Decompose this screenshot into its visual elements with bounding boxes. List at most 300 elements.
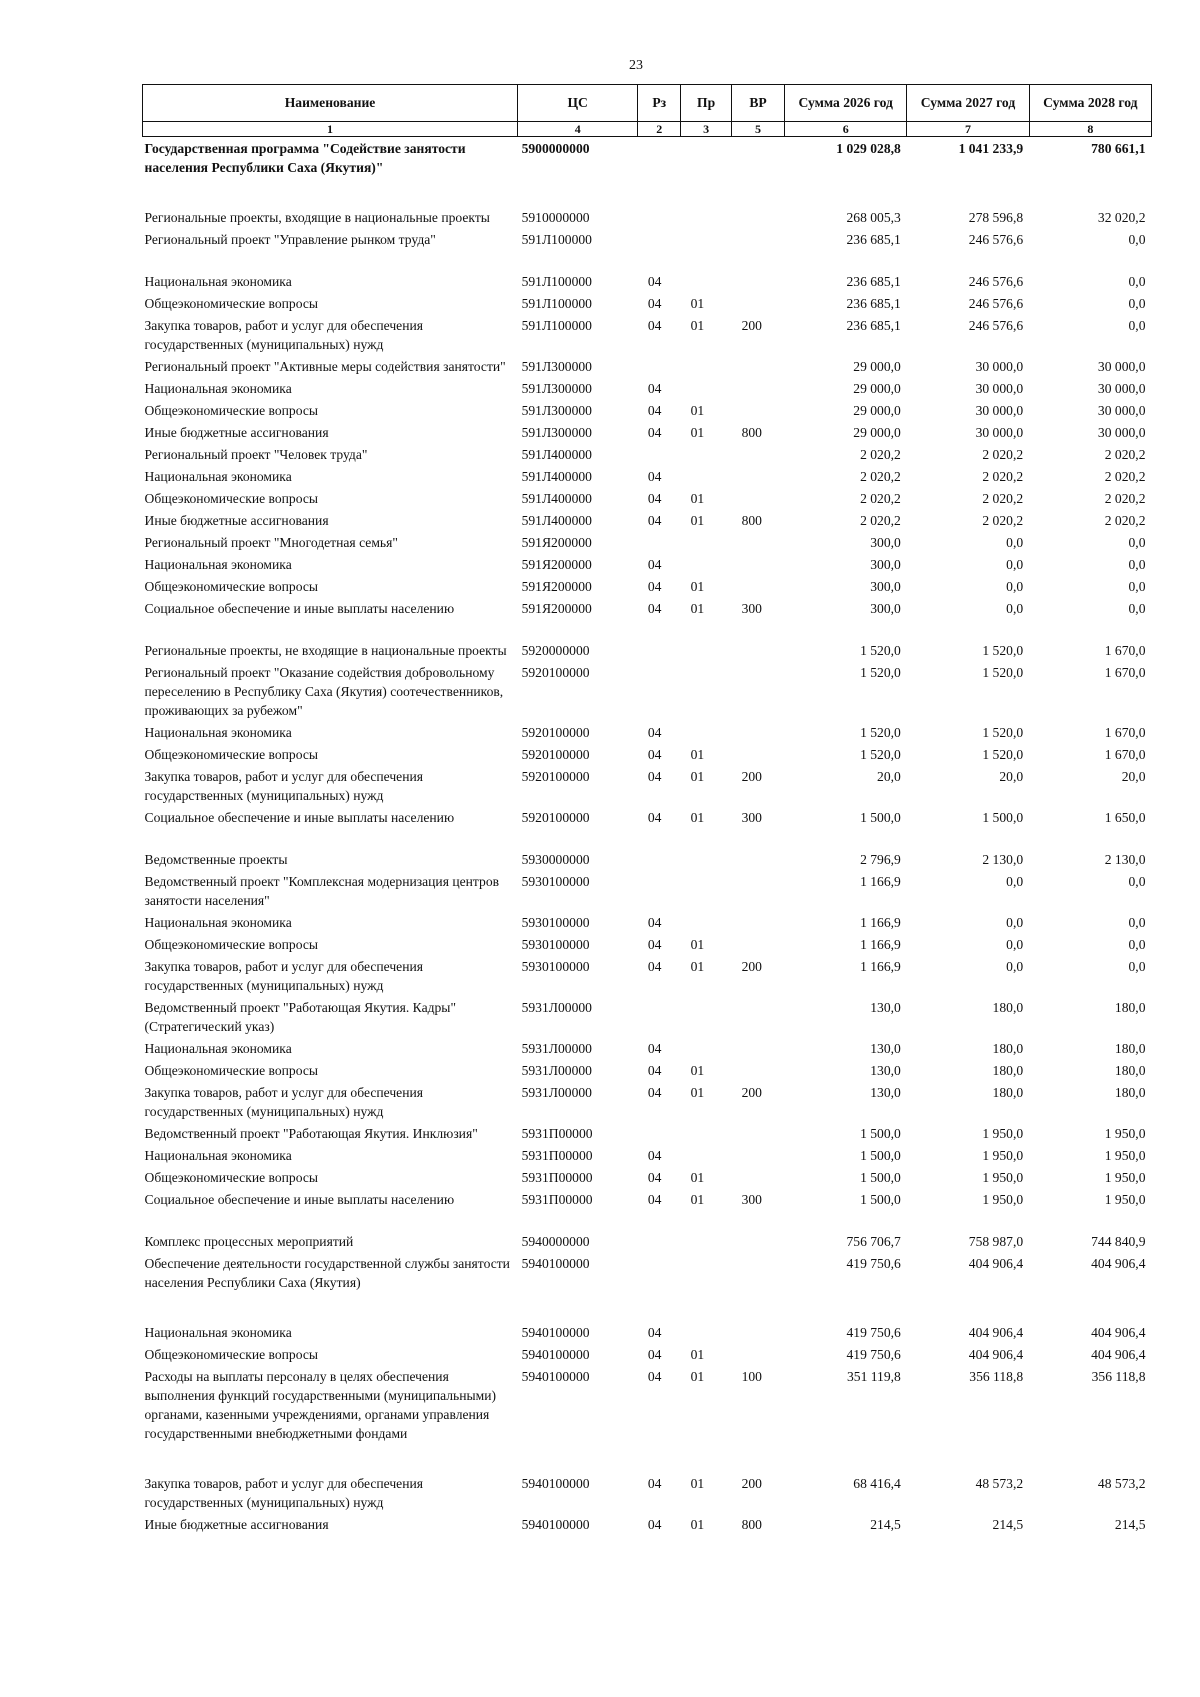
- row-sum-2027: 0,0: [1006, 557, 1024, 572]
- row-pr: [681, 870, 732, 911]
- row-name: Общеэкономические вопросы: [144, 1347, 319, 1362]
- table-row: [143, 487, 1152, 509]
- row-sum-2027: 2 130,0: [982, 852, 1024, 867]
- row-sum-2028: 0,0: [1128, 318, 1146, 333]
- row-rz: 04: [647, 381, 662, 396]
- row-sum-2026: 29 000,0: [853, 359, 901, 374]
- row-name: Общеэкономические вопросы: [144, 579, 319, 594]
- row-vr: 200: [741, 769, 762, 784]
- row-sum-2028: 0,0: [1128, 915, 1146, 930]
- row-pr: 01: [690, 937, 705, 952]
- row-sum-2026: 29 000,0: [853, 403, 901, 418]
- row-sum-2027: 1 520,0: [982, 747, 1024, 762]
- column-header-sum-2028: Сумма 2028 год: [1029, 85, 1151, 122]
- row-vr: [732, 1037, 785, 1059]
- row-sum-2027: 404 906,4: [968, 1325, 1024, 1340]
- row-sum-2028: 48 573,2: [1097, 1476, 1146, 1491]
- row-sum-2028: 1 670,0: [1104, 747, 1146, 762]
- row-vr: [732, 721, 785, 743]
- row-cs: 591Л300000: [521, 403, 592, 418]
- row-vr: [732, 250, 785, 292]
- row-name: Региональные проекты, входящие в национальные проекты: [144, 210, 490, 225]
- row-sum-2026: 300,0: [870, 579, 901, 594]
- row-sum-2027: 1 520,0: [982, 643, 1024, 658]
- row-sum-2026: 1 520,0: [860, 747, 901, 762]
- table-row: [143, 1252, 1152, 1293]
- row-sum-2026: 300,0: [870, 535, 901, 550]
- table-row: [143, 1444, 1152, 1513]
- row-rz: [638, 828, 681, 870]
- table-row: [143, 1122, 1152, 1144]
- table-row: [143, 553, 1152, 575]
- row-name: Региональный проект "Управление рынком труда": [144, 232, 436, 247]
- row-rz: 04: [647, 274, 662, 289]
- row-name: Региональный проект "Оказание содействия добровольному переселению в Республику Саха (Якутия) соотечественников, проживающих за рубежом": [144, 665, 504, 718]
- row-rz: [638, 1252, 681, 1293]
- row-pr: [681, 531, 732, 553]
- table-row: [143, 509, 1152, 531]
- row-name: Социальное обеспечение и иные выплаты населению: [144, 1192, 455, 1207]
- row-vr: [732, 178, 785, 228]
- row-rz: 04: [647, 557, 662, 572]
- row-sum-2027: 180,0: [992, 1000, 1024, 1015]
- table-row: [143, 1144, 1152, 1166]
- row-sum-2028: 404 906,4: [1091, 1347, 1146, 1362]
- row-sum-2028: 180,0: [1114, 1000, 1146, 1015]
- row-name: Закупка товаров, работ и услуг для обеспечения государственных (муниципальных) нужд: [144, 318, 423, 352]
- page-number: 23: [629, 58, 643, 73]
- row-sum-2026: 29 000,0: [853, 425, 901, 440]
- row-sum-2027: 180,0: [992, 1085, 1024, 1100]
- row-name: Ведомственный проект "Работающая Якутия. Инклюзия": [144, 1126, 478, 1141]
- row-sum-2028: 404 906,4: [1091, 1256, 1146, 1271]
- row-name: Национальная экономика: [144, 469, 292, 484]
- row-sum-2026: 351 119,8: [846, 1369, 901, 1384]
- row-sum-2028: 0,0: [1128, 274, 1146, 289]
- row-sum-2028: 0,0: [1128, 232, 1146, 247]
- row-sum-2026: 1 520,0: [860, 665, 901, 680]
- table-row: [143, 828, 1152, 870]
- row-name: Общеэкономические вопросы: [144, 296, 319, 311]
- row-rz: 04: [647, 601, 662, 616]
- row-vr: 100: [741, 1369, 762, 1384]
- row-sum-2028: 0,0: [1128, 296, 1146, 311]
- row-name: Общеэкономические вопросы: [144, 747, 319, 762]
- row-sum-2026: 20,0: [877, 769, 901, 784]
- table-row: [143, 292, 1152, 314]
- row-name: Ведомственный проект "Комплексная модернизация центров занятости населения": [144, 874, 500, 908]
- row-cs: 5930100000: [521, 915, 590, 930]
- table-row: [143, 619, 1152, 661]
- row-sum-2028: 20,0: [1121, 769, 1146, 784]
- row-sum-2026: 2 020,2: [860, 513, 901, 528]
- row-pr: 01: [690, 425, 705, 440]
- row-sum-2026: 2 020,2: [860, 469, 901, 484]
- row-cs: 5940100000: [521, 1256, 590, 1271]
- row-pr: 01: [690, 318, 705, 333]
- row-sum-2027: 246 576,6: [968, 318, 1024, 333]
- table-row: [143, 465, 1152, 487]
- row-sum-2026: 130,0: [870, 1063, 901, 1078]
- row-vr: [732, 487, 785, 509]
- row-sum-2027: 246 576,6: [968, 296, 1024, 311]
- row-pr: 01: [690, 601, 705, 616]
- column-header-cs: ЦС: [518, 85, 638, 122]
- row-name: Закупка товаров, работ и услуг для обеспечения государственных (муниципальных) нужд: [144, 1476, 423, 1510]
- row-sum-2026: 1 500,0: [860, 1170, 901, 1185]
- row-name: Закупка товаров, работ и услуг для обеспечения государственных (муниципальных) нужд: [144, 1085, 423, 1119]
- row-pr: [681, 1252, 732, 1293]
- row-name: Национальная экономика: [144, 1041, 292, 1056]
- row-vr: [732, 399, 785, 421]
- row-rz: 04: [647, 318, 662, 333]
- table-row: [143, 228, 1152, 250]
- table-row: [143, 806, 1152, 828]
- row-rz: [638, 1210, 681, 1252]
- row-name: Обеспечение деятельности государственной службы занятости населения Республики Саха (Якутия): [144, 1256, 510, 1290]
- table-row: [143, 443, 1152, 465]
- row-rz: [638, 870, 681, 911]
- row-name: Национальная экономика: [144, 1325, 292, 1340]
- row-vr: [732, 531, 785, 553]
- row-pr: [681, 1037, 732, 1059]
- row-sum-2027: 1 950,0: [982, 1126, 1024, 1141]
- row-sum-2026: 2 020,2: [860, 491, 901, 506]
- row-cs: 591Л300000: [521, 381, 592, 396]
- row-rz: 04: [647, 1148, 662, 1163]
- row-cs: 5920000000: [521, 643, 590, 658]
- row-pr: [681, 377, 732, 399]
- row-sum-2027: 0,0: [1006, 579, 1024, 594]
- row-rz: 04: [647, 769, 662, 784]
- row-name: Национальная экономика: [144, 1148, 292, 1163]
- row-sum-2027: 356 118,8: [969, 1369, 1024, 1384]
- row-pr: [681, 661, 732, 721]
- column-number: 1: [143, 122, 518, 137]
- row-name: Региональный проект "Активные меры содействия занятости": [144, 359, 506, 374]
- row-rz: 04: [647, 1192, 662, 1207]
- row-pr: [681, 553, 732, 575]
- row-pr: [681, 228, 732, 250]
- row-sum-2028: 1 950,0: [1104, 1126, 1146, 1141]
- row-sum-2027: 0,0: [1006, 874, 1024, 889]
- row-vr: [732, 443, 785, 465]
- row-sum-2028: 2 020,2: [1104, 447, 1146, 462]
- row-rz: [638, 178, 681, 228]
- row-sum-2026: 1 166,9: [860, 874, 901, 889]
- row-cs: 5931Л00000: [521, 1000, 592, 1015]
- row-sum-2027: 30 000,0: [975, 425, 1024, 440]
- row-name: Иные бюджетные ассигнования: [144, 1517, 329, 1532]
- row-pr: [681, 137, 732, 179]
- table-row: [143, 1081, 1152, 1122]
- row-pr: 01: [690, 513, 705, 528]
- row-name: Социальное обеспечение и иные выплаты населению: [144, 601, 455, 616]
- row-vr: [732, 933, 785, 955]
- row-rz: 04: [647, 1170, 662, 1185]
- row-pr: 01: [690, 769, 705, 784]
- row-sum-2028: 2 020,2: [1104, 469, 1146, 484]
- row-cs: 591Л100000: [521, 296, 592, 311]
- row-rz: 04: [647, 469, 662, 484]
- row-sum-2027: 214,5: [992, 1517, 1024, 1532]
- row-sum-2028: 780 661,1: [1091, 141, 1146, 156]
- row-name: Ведомственный проект "Работающая Якутия. Кадры" (Стратегический указ): [144, 1000, 456, 1034]
- row-sum-2026: 236 685,1: [846, 296, 901, 311]
- table-row: [143, 314, 1152, 355]
- row-rz: 04: [647, 1041, 662, 1056]
- row-sum-2026: 2 020,2: [860, 447, 901, 462]
- row-sum-2026: 1 166,9: [860, 959, 901, 974]
- row-vr: [732, 619, 785, 661]
- table-row: [143, 955, 1152, 996]
- row-sum-2027: 404 906,4: [968, 1347, 1024, 1362]
- row-sum-2027: 404 906,4: [968, 1256, 1024, 1271]
- row-cs: 591Л100000: [521, 232, 592, 247]
- row-sum-2026: 130,0: [870, 1041, 901, 1056]
- row-rz: 04: [647, 810, 662, 825]
- table-row: [143, 250, 1152, 292]
- row-sum-2026: 1 166,9: [860, 915, 901, 930]
- row-cs: 591Л400000: [521, 513, 592, 528]
- row-sum-2026: 1 520,0: [860, 725, 901, 740]
- row-rz: [638, 228, 681, 250]
- row-cs: 591Л100000: [521, 274, 592, 289]
- row-sum-2028: 0,0: [1128, 557, 1146, 572]
- row-pr: [681, 1293, 732, 1343]
- row-pr: [681, 721, 732, 743]
- row-sum-2028: 32 020,2: [1097, 210, 1146, 225]
- row-sum-2028: 1 950,0: [1104, 1170, 1146, 1185]
- row-rz: 04: [647, 725, 662, 740]
- row-rz: 04: [647, 747, 662, 762]
- row-sum-2027: 180,0: [992, 1041, 1024, 1056]
- row-cs: 5940100000: [521, 1325, 590, 1340]
- row-cs: 591Л400000: [521, 491, 592, 506]
- row-vr: [732, 911, 785, 933]
- column-header-pr: Пр: [681, 85, 732, 122]
- row-cs: 5931П00000: [521, 1170, 593, 1185]
- row-pr: 01: [690, 747, 705, 762]
- row-name: Региональные проекты, не входящие в национальные проекты: [144, 643, 507, 658]
- table-row: [143, 399, 1152, 421]
- row-vr: [732, 661, 785, 721]
- table-row: [143, 421, 1152, 443]
- row-pr: [681, 355, 732, 377]
- table-row: [143, 1166, 1152, 1188]
- row-sum-2027: 1 500,0: [982, 810, 1024, 825]
- row-vr: [732, 1144, 785, 1166]
- row-pr: 01: [690, 296, 705, 311]
- row-vr: 800: [741, 1517, 762, 1532]
- row-cs: 5910000000: [521, 210, 590, 225]
- row-sum-2028: 2 020,2: [1104, 491, 1146, 506]
- row-cs: 5940100000: [521, 1517, 590, 1532]
- row-cs: 591Я200000: [521, 601, 592, 616]
- row-sum-2026: 236 685,1: [846, 318, 901, 333]
- row-sum-2027: 246 576,6: [968, 274, 1024, 289]
- table-row: [143, 1037, 1152, 1059]
- row-pr: 01: [690, 1369, 705, 1384]
- row-cs: 591Л400000: [521, 469, 592, 484]
- row-sum-2027: 0,0: [1006, 937, 1024, 952]
- row-rz: 04: [647, 403, 662, 418]
- row-vr: 200: [741, 318, 762, 333]
- row-rz: 04: [647, 1325, 662, 1340]
- row-pr: [681, 250, 732, 292]
- row-vr: [732, 828, 785, 870]
- row-vr: [732, 870, 785, 911]
- row-vr: 300: [741, 601, 762, 616]
- row-pr: 01: [690, 1347, 705, 1362]
- row-vr: [732, 575, 785, 597]
- table-row: [143, 597, 1152, 619]
- column-number: 7: [907, 122, 1029, 137]
- row-sum-2026: 300,0: [870, 557, 901, 572]
- row-sum-2027: 0,0: [1006, 915, 1024, 930]
- table-row: [143, 765, 1152, 806]
- row-cs: 591Я200000: [521, 535, 592, 550]
- row-vr: [732, 292, 785, 314]
- row-rz: 04: [647, 959, 662, 974]
- row-cs: 5940100000: [521, 1347, 590, 1362]
- row-sum-2028: 1 950,0: [1104, 1192, 1146, 1207]
- row-cs: 591Л300000: [521, 425, 592, 440]
- row-rz: 04: [647, 491, 662, 506]
- row-sum-2027: 48 573,2: [975, 1476, 1024, 1491]
- row-sum-2027: 0,0: [1006, 959, 1024, 974]
- row-sum-2027: 2 020,2: [982, 447, 1024, 462]
- row-name: Национальная экономика: [144, 915, 292, 930]
- column-header-vr: ВР: [732, 85, 785, 122]
- row-vr: [732, 996, 785, 1037]
- row-sum-2028: 30 000,0: [1097, 359, 1146, 374]
- row-rz: [638, 1122, 681, 1144]
- row-sum-2026: 236 685,1: [846, 274, 901, 289]
- row-pr: [681, 178, 732, 228]
- row-rz: 04: [647, 1063, 662, 1078]
- row-rz: 04: [647, 1085, 662, 1100]
- column-number: 2: [638, 122, 681, 137]
- row-sum-2028: 180,0: [1114, 1085, 1146, 1100]
- row-sum-2026: 1 029 028,8: [836, 141, 901, 156]
- row-pr: 01: [690, 1192, 705, 1207]
- column-number: 6: [785, 122, 907, 137]
- row-cs: 5931П00000: [521, 1192, 593, 1207]
- column-header-sum-2026: Сумма 2026 год: [785, 85, 907, 122]
- row-name: Ведомственные проекты: [144, 852, 288, 867]
- row-sum-2027: 20,0: [999, 769, 1024, 784]
- row-cs: 5931Л00000: [521, 1041, 592, 1056]
- row-sum-2027: 30 000,0: [975, 403, 1024, 418]
- row-pr: 01: [690, 1517, 705, 1532]
- table-header: [143, 85, 1152, 137]
- row-sum-2027: 30 000,0: [975, 381, 1024, 396]
- row-sum-2027: 758 987,0: [968, 1234, 1024, 1249]
- row-sum-2028: 356 118,8: [1091, 1369, 1146, 1384]
- row-name: Закупка товаров, работ и услуг для обеспечения государственных (муниципальных) нужд: [144, 769, 423, 803]
- row-sum-2028: 0,0: [1128, 959, 1146, 974]
- row-sum-2028: 0,0: [1128, 601, 1146, 616]
- row-sum-2027: 1 950,0: [982, 1148, 1024, 1163]
- row-vr: [732, 743, 785, 765]
- row-sum-2026: 29 000,0: [853, 381, 901, 396]
- row-cs: 591Я200000: [521, 557, 592, 572]
- table-row: [143, 743, 1152, 765]
- row-cs: 5940000000: [521, 1234, 590, 1249]
- row-sum-2028: 1 950,0: [1104, 1148, 1146, 1163]
- row-sum-2026: 130,0: [870, 1000, 901, 1015]
- row-sum-2028: 30 000,0: [1097, 381, 1146, 396]
- row-name: Социальное обеспечение и иные выплаты населению: [144, 810, 455, 825]
- row-sum-2026: 419 750,6: [846, 1325, 901, 1340]
- row-rz: 04: [647, 513, 662, 528]
- row-rz: 04: [647, 1476, 662, 1491]
- row-sum-2026: 756 706,7: [846, 1234, 901, 1249]
- table-row: [143, 137, 1152, 179]
- row-sum-2026: 1 520,0: [860, 643, 901, 658]
- row-name: Национальная экономика: [144, 557, 292, 572]
- column-header-rz: Рз: [638, 85, 681, 122]
- row-cs: 5930100000: [521, 959, 590, 974]
- row-sum-2026: 1 500,0: [860, 810, 901, 825]
- row-sum-2026: 419 750,6: [846, 1347, 901, 1362]
- row-cs: 591Л300000: [521, 359, 592, 374]
- row-sum-2026: 130,0: [870, 1085, 901, 1100]
- row-rz: 04: [647, 937, 662, 952]
- row-vr: [732, 355, 785, 377]
- row-rz: [638, 661, 681, 721]
- row-pr: [681, 828, 732, 870]
- row-sum-2028: 180,0: [1114, 1063, 1146, 1078]
- table-row: [143, 178, 1152, 228]
- row-sum-2026: 1 500,0: [860, 1192, 901, 1207]
- row-cs: 5900000000: [521, 141, 590, 156]
- table-row: [143, 1343, 1152, 1365]
- row-rz: [638, 355, 681, 377]
- column-number: 4: [518, 122, 638, 137]
- row-pr: 01: [690, 810, 705, 825]
- row-sum-2028: 1 650,0: [1104, 810, 1146, 825]
- row-cs: 5931П00000: [521, 1148, 593, 1163]
- row-sum-2026: 68 416,4: [853, 1476, 901, 1491]
- row-name: Иные бюджетные ассигнования: [144, 513, 329, 528]
- row-pr: [681, 1210, 732, 1252]
- row-rz: 04: [647, 1347, 662, 1362]
- row-rz: [638, 443, 681, 465]
- row-name: Национальная экономика: [144, 274, 292, 289]
- row-pr: 01: [690, 491, 705, 506]
- row-sum-2026: 2 796,9: [860, 852, 901, 867]
- row-vr: [732, 377, 785, 399]
- row-sum-2027: 2 020,2: [982, 469, 1024, 484]
- row-sum-2028: 0,0: [1128, 937, 1146, 952]
- row-rz: 04: [647, 296, 662, 311]
- row-vr: [732, 1343, 785, 1365]
- column-number: 3: [681, 122, 732, 137]
- row-sum-2028: 0,0: [1128, 579, 1146, 594]
- row-vr: [732, 137, 785, 179]
- row-sum-2028: 30 000,0: [1097, 425, 1146, 440]
- table-row: [143, 531, 1152, 553]
- row-sum-2028: 30 000,0: [1097, 403, 1146, 418]
- table-row: [143, 1513, 1152, 1535]
- row-sum-2028: 1 670,0: [1104, 725, 1146, 740]
- row-pr: [681, 443, 732, 465]
- row-name: Комплекс процессных мероприятий: [144, 1234, 354, 1249]
- row-vr: [732, 553, 785, 575]
- table-row: [143, 1293, 1152, 1343]
